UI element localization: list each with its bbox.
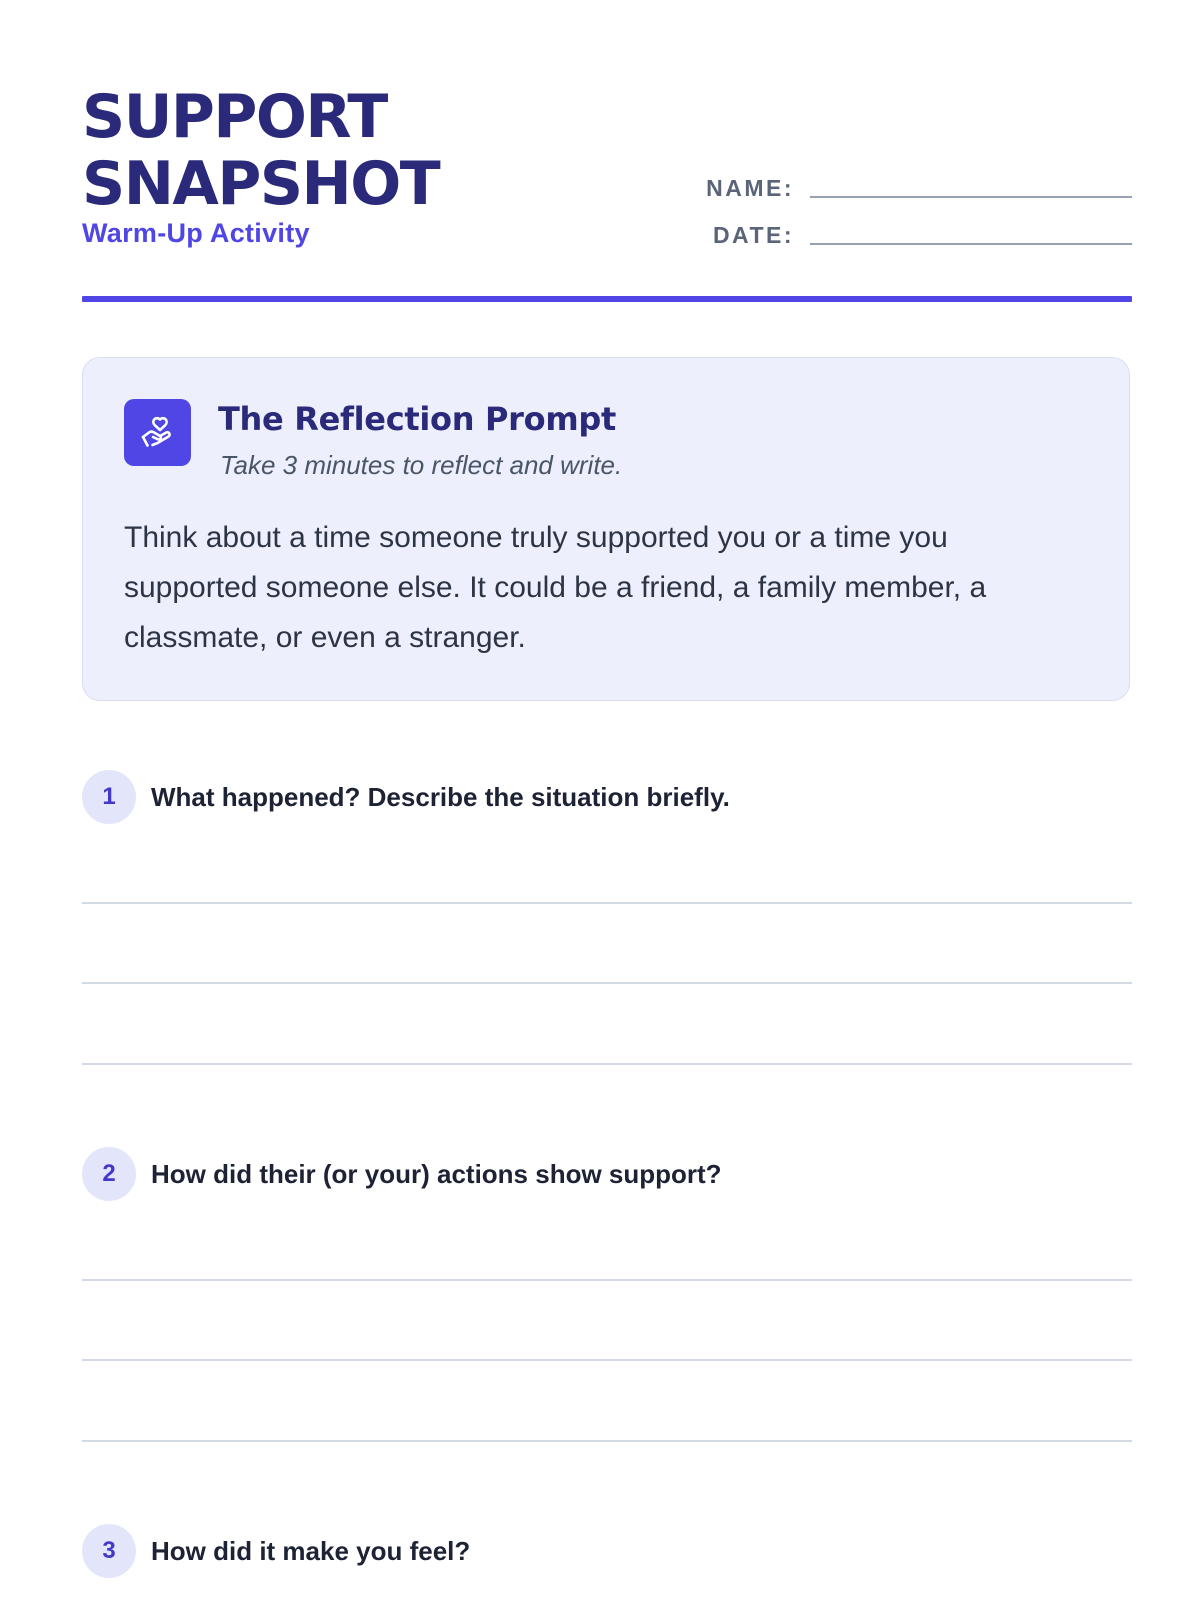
date-blank-line[interactable] bbox=[810, 243, 1132, 245]
prompt-title: The Reflection Prompt bbox=[218, 400, 616, 438]
title-line-2: SNAPSHOT bbox=[82, 149, 440, 219]
question-text: What happened? Describe the situation briefly. bbox=[151, 781, 730, 812]
worksheet-page bbox=[82, 0, 1132, 1566]
question-1 bbox=[82, 770, 1132, 824]
question-number-badge: 3 bbox=[82, 1524, 136, 1578]
answer-line[interactable] bbox=[82, 902, 1132, 904]
hand-heart-icon bbox=[124, 399, 191, 466]
question-3 bbox=[82, 1524, 1132, 1578]
question-2 bbox=[82, 1147, 1132, 1201]
date-field[interactable] bbox=[694, 221, 1132, 249]
prompt-body: Think about a time someone truly supported you or a time you supported someone else. It could be a friend, a family member, a classmate, or even a stranger. bbox=[124, 521, 987, 654]
header-divider bbox=[82, 296, 1132, 302]
question-number-badge: 2 bbox=[82, 1147, 136, 1201]
page-title bbox=[82, 84, 439, 218]
name-label: NAME: bbox=[706, 175, 794, 201]
title-line-1: SUPPORT bbox=[82, 82, 387, 152]
page-subtitle: Warm-Up Activity bbox=[82, 218, 310, 248]
question-text: How did their (or your) actions show support? bbox=[151, 1158, 722, 1189]
answer-line[interactable] bbox=[82, 1440, 1132, 1442]
prompt-instructions: Take 3 minutes to reflect and write. bbox=[220, 450, 623, 480]
name-field[interactable] bbox=[694, 174, 1132, 202]
answer-line[interactable] bbox=[82, 1359, 1132, 1361]
answer-line[interactable] bbox=[82, 982, 1132, 984]
answer-line[interactable] bbox=[82, 1279, 1132, 1281]
answer-line[interactable] bbox=[82, 1063, 1132, 1065]
reflection-prompt-card bbox=[82, 357, 1130, 701]
name-blank-line[interactable] bbox=[810, 196, 1132, 198]
question-text: How did it make you feel? bbox=[151, 1535, 471, 1566]
worksheet-header bbox=[82, 0, 1132, 305]
question-number-badge: 1 bbox=[82, 770, 136, 824]
date-label: DATE: bbox=[712, 222, 794, 248]
